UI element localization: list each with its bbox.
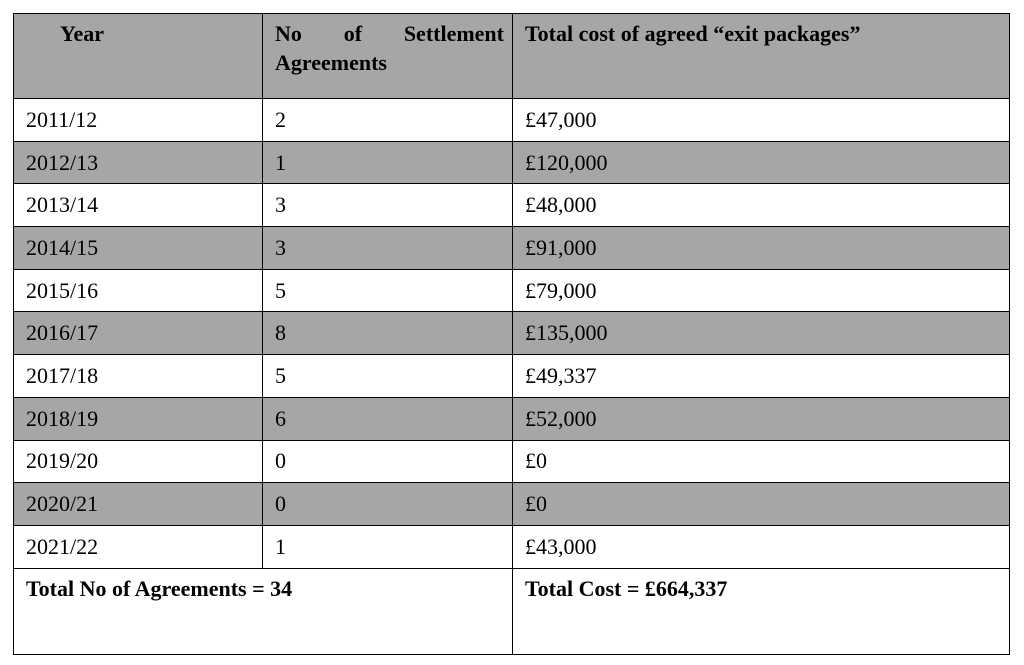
cell-count: 5 (263, 269, 513, 312)
cell-year: 2016/17 (14, 312, 263, 355)
cell-count: 6 (263, 397, 513, 440)
table-row (14, 397, 1010, 440)
cell-year: 2014/15 (14, 227, 263, 270)
column-header-settlement-agreements (263, 14, 513, 99)
cell-count: 3 (263, 227, 513, 270)
cell-count: 1 (263, 141, 513, 184)
table-row (14, 312, 1010, 355)
cell-year: 2012/13 (14, 141, 263, 184)
table-row (14, 355, 1010, 398)
cell-cost: £47,000 (513, 99, 1010, 142)
column-header-year: Year (14, 14, 263, 99)
table-row (14, 184, 1010, 227)
cell-count: 0 (263, 440, 513, 483)
cell-cost: £0 (513, 440, 1010, 483)
cell-year: 2020/21 (14, 483, 263, 526)
cell-cost: £120,000 (513, 141, 1010, 184)
exit-packages-table (13, 13, 1010, 655)
cell-year: 2021/22 (14, 525, 263, 568)
totals-row (14, 568, 1010, 654)
cell-count: 3 (263, 184, 513, 227)
table-row (14, 525, 1010, 568)
cell-year: 2013/14 (14, 184, 263, 227)
cell-cost: £91,000 (513, 227, 1010, 270)
table-row (14, 99, 1010, 142)
total-agreements: Total No of Agreements = 34 (14, 568, 513, 654)
cell-count: 2 (263, 99, 513, 142)
cell-year: 2019/20 (14, 440, 263, 483)
cell-count: 1 (263, 525, 513, 568)
table-header-row (14, 14, 1010, 99)
cell-cost: £52,000 (513, 397, 1010, 440)
cell-year: 2018/19 (14, 397, 263, 440)
table-row (14, 440, 1010, 483)
table-row (14, 227, 1010, 270)
cell-cost: £49,337 (513, 355, 1010, 398)
table-row (14, 141, 1010, 184)
column-header-total-cost: Total cost of agreed “exit packages” (513, 14, 1010, 99)
header-word: of (343, 21, 363, 46)
total-cost: Total Cost = £664,337 (513, 568, 1010, 654)
cell-count: 5 (263, 355, 513, 398)
cell-cost: £135,000 (513, 312, 1010, 355)
cell-year: 2017/18 (14, 355, 263, 398)
cell-count: 8 (263, 312, 513, 355)
cell-cost: £48,000 (513, 184, 1010, 227)
header-word: Settlement (403, 21, 504, 46)
cell-count: 0 (263, 483, 513, 526)
cell-cost: £0 (513, 483, 1010, 526)
header-word: No (275, 21, 302, 46)
table-row (14, 269, 1010, 312)
header-line-2: Agreements (275, 50, 387, 75)
cell-year: 2011/12 (14, 99, 263, 142)
cell-cost: £43,000 (513, 525, 1010, 568)
cell-cost: £79,000 (513, 269, 1010, 312)
table-row (14, 483, 1010, 526)
cell-year: 2015/16 (14, 269, 263, 312)
